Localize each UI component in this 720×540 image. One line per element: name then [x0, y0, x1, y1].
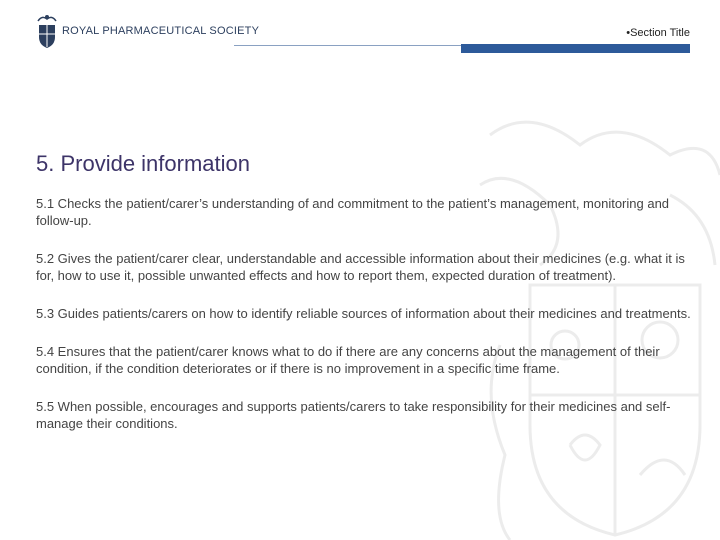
content-body — [36, 195, 696, 453]
paragraph-5-1: 5.1 Checks the patient/carer’s understanding of and commitment to the patient’s management, monitoring and follow-up. — [36, 196, 670, 228]
society-logo[interactable] — [36, 12, 259, 50]
header-accent-bar — [461, 44, 690, 53]
paragraph-5-3: 5.3 Guides patients/carers on how to identify reliable sources of information about their medicines and treatments. — [36, 306, 691, 321]
society-crest-icon — [36, 13, 58, 49]
header-divider — [234, 45, 461, 46]
society-wordmark: ROYAL PHARMACEUTICAL SOCIETY — [62, 25, 260, 37]
paragraph-5-5: 5.5 When possible, encourages and supports patients/carers to take responsibility for their medicines and self-manage their conditions. — [36, 399, 671, 431]
section-title: •Section Title — [626, 27, 690, 39]
paragraph-5-2: 5.2 Gives the patient/carer clear, understandable and accessible information about their medicines (e.g. what it is for, how to use it, possible unwanted effects and how to report them, expected duration of treatment). — [36, 251, 685, 283]
paragraph-5-4: 5.4 Ensures that the patient/carer knows what to do if there are any concerns about the management of their condition, if the condition deteriorates or if there is no improvement in a specific time frame. — [36, 344, 660, 376]
page-title: 5. Provide information — [36, 151, 250, 176]
